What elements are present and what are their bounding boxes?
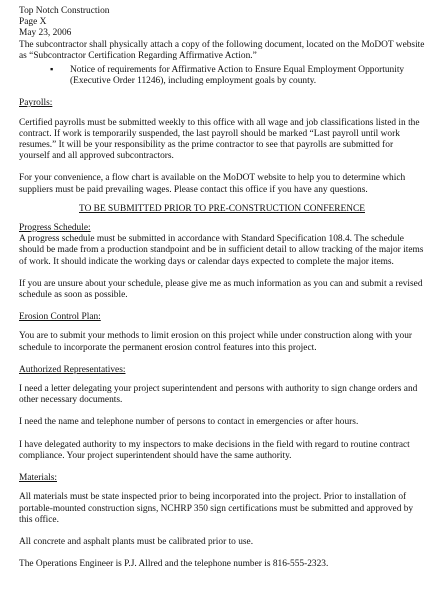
payrolls-paragraph-2: For your convenience, a flow chart is available on the MoDOT website to help you to determine which suppliers must be paid prevailing wages. Please contact this office if you have any questions.: [19, 173, 406, 195]
payrolls-heading: Payrolls:: [19, 98, 53, 109]
payrolls-paragraph-1: Certified payrolls must be submitted weekly to this office with all wage and job classifications listed in the contract. If work is temporarily suspended, the last payroll should be marked “Last payroll until work resumes.” It will be your responsibility as the prime contractor to see that payrolls are submitted for yourself and all approved subcontractors.: [19, 117, 420, 162]
representatives-paragraph-3: I have delegated authority to my inspectors to make decisions in the field with regard to routine contract compliance. Your project superintendent should have the same authority.: [19, 439, 410, 461]
erosion-paragraph: You are to submit your methods to limit erosion on this project while under construction along with your schedule to incorporate the permanent erosion control features into this project.: [19, 331, 413, 353]
intro-bullet-list: [19, 65, 425, 87]
preconstruction-heading: TO BE SUBMITTED PRIOR TO PRE-CONSTRUCTION CONFERENCE: [79, 203, 365, 214]
progress-paragraph-1: A progress schedule must be submitted in accordance with Standard Specification 108.4. The schedule should be made from a production standpoint and be in sufficient detail to allow tracking of the major items of work. It should indicate the working days or calendar days expected to complete the major items.: [19, 234, 424, 267]
representatives-paragraph-1: I need a letter delegating your project superintendent and persons with authority to sign change orders and other necessary documents.: [19, 384, 418, 406]
materials-paragraph-3: The Operations Engineer is P.J. Allred and the telephone number is 816-555-2323.: [19, 559, 329, 570]
bullet-icon: ▪: [50, 65, 54, 76]
representatives-paragraph-2: I need the name and telephone number of persons to contact in emergencies or after hours.: [19, 417, 359, 428]
progress-heading: Progress Schedule:: [19, 223, 91, 234]
intro-bullet-item: [19, 65, 425, 87]
letter-header: [19, 6, 425, 40]
materials-paragraph-1: All materials must be state inspected prior to being incorporated into the project. Prior to installation of portable-mounted construction signs, NCHRP 350 sign certifications must be submitted and approved by this office.: [19, 492, 414, 525]
intro-paragraph: The subcontractor shall physically attach a copy of the following document, located on the MoDOT website as “Subcontractor Certification Regarding Affirmative Action.”: [19, 39, 425, 61]
letter-date: May 23, 2006: [19, 28, 72, 39]
materials-heading: Materials:: [19, 473, 58, 484]
page-number: Page X: [19, 17, 47, 28]
representatives-heading: Authorized Representatives:: [19, 364, 126, 375]
company-name: Top Notch Construction: [19, 6, 110, 16]
materials-paragraph-2: All concrete and asphalt plants must be calibrated prior to use.: [19, 536, 254, 547]
intro-bullet-text: Notice of requirements for Affirmative Action to Ensure Equal Employment Opportunity (Executive Order 11246), including employment goals by county.: [70, 65, 405, 87]
erosion-heading: Erosion Control Plan:: [19, 312, 101, 323]
progress-paragraph-2: If you are unsure about your schedule, please give me as much information as you can and submit a revised schedule as soon as possible.: [19, 278, 423, 301]
